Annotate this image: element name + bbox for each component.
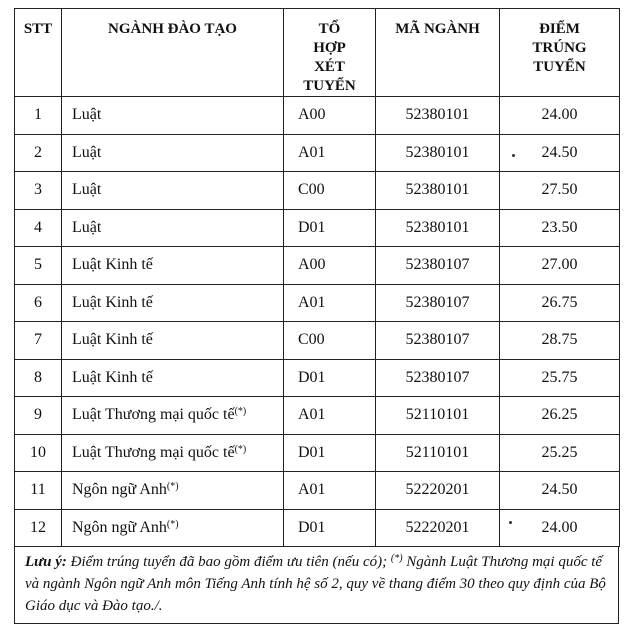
table-row [15,397,620,435]
cell-stt: 8 [15,359,62,397]
major-footnote-marker: (*) [234,443,247,455]
cell-combo: D01 [284,509,376,547]
major-name: Luật Kinh tế [72,293,153,311]
header-combo: TỔ HỢP XÉT TUYỂN [284,9,376,97]
header-major: NGÀNH ĐÀO TẠO [62,9,284,97]
cell-score: 27.50 [500,172,620,210]
major-footnote-marker: (*) [166,518,179,530]
cell-combo: C00 [284,322,376,360]
cell-code: 52380101 [376,172,500,210]
major-footnote-marker: (*) [234,406,247,418]
cell-major [62,397,284,435]
cell-combo: D01 [284,209,376,247]
header-score: ĐIỂM TRÚNG TUYỂN [500,9,620,97]
cell-code: 52380107 [376,247,500,285]
table-row [15,322,620,360]
major-name: Ngôn ngữ Anh [72,481,167,499]
cell-score: 24.50 [500,472,620,510]
table-row [15,134,620,172]
major-name: Luật [72,181,102,199]
cell-combo: A01 [284,472,376,510]
cell-major [62,134,284,172]
cell-stt: 3 [15,172,62,210]
cell-score: 24.00 [500,97,620,135]
cell-stt: 10 [15,434,62,472]
cell-score: 25.75 [500,359,620,397]
cell-score: 27.00 [500,247,620,285]
table-row [15,284,620,322]
cell-stt: 9 [15,397,62,435]
table-row [15,472,620,510]
scores-table [14,8,620,547]
cell-code: 52380107 [376,359,500,397]
cell-code: 52220201 [376,509,500,547]
table-row [15,209,620,247]
footnote [14,547,619,624]
table-row [15,359,620,397]
footnote-label: Lưu ý: [25,554,67,570]
cell-combo: D01 [284,434,376,472]
table-row [15,434,620,472]
cell-combo: A01 [284,134,376,172]
cell-combo: A00 [284,247,376,285]
scan-speck [512,154,515,157]
major-name: Luật Thương mại quốc tế [72,443,235,461]
major-name: Luật Kinh tế [72,256,153,274]
major-name: Luật [72,218,102,236]
cell-combo: A00 [284,97,376,135]
major-name: Luật [72,106,102,124]
footnote-text-2: Ngành Luật Thương mại quốc tế và ngành Ngôn ngữ Anh môn Tiếng Anh tính hệ số 2, quy về thang điểm 30 theo quy định của Bộ Giáo dục và Đào tạo./. [25,554,606,614]
cell-stt: 6 [15,284,62,322]
cell-score: 25.25 [500,434,620,472]
cell-code: 52380107 [376,284,500,322]
table-row [15,247,620,285]
cell-code: 52220201 [376,472,500,510]
major-footnote-marker: (*) [166,481,179,493]
cell-stt: 2 [15,134,62,172]
cell-score: 28.75 [500,322,620,360]
cell-combo: D01 [284,359,376,397]
cell-major [62,434,284,472]
cell-stt: 11 [15,472,62,510]
cell-combo: A01 [284,284,376,322]
footnote-marker: (*) [390,553,403,564]
header-row [15,9,620,97]
cell-score: 26.75 [500,284,620,322]
cell-code: 52110101 [376,434,500,472]
major-name: Luật [72,143,102,161]
cell-combo: A01 [284,397,376,435]
cell-code: 52380101 [376,97,500,135]
cell-major [62,284,284,322]
cell-stt: 12 [15,509,62,547]
cell-combo: C00 [284,172,376,210]
cell-major [62,472,284,510]
cell-major [62,322,284,360]
header-code: MÃ NGÀNH [376,9,500,97]
cell-major [62,359,284,397]
cell-score: 24.50 [500,134,620,172]
table-row [15,509,620,547]
cell-score: 23.50 [500,209,620,247]
cell-code: 52110101 [376,397,500,435]
table-row [15,172,620,210]
cell-major [62,172,284,210]
scan-speck [509,521,512,524]
admission-scores-document [14,8,619,624]
table-row [15,97,620,135]
major-name: Luật Kinh tế [72,368,153,386]
cell-major [62,509,284,547]
cell-major [62,247,284,285]
cell-code: 52380101 [376,209,500,247]
major-name: Ngôn ngữ Anh [72,518,167,536]
cell-code: 52380107 [376,322,500,360]
cell-major [62,209,284,247]
major-name: Luật Kinh tế [72,331,153,349]
cell-stt: 4 [15,209,62,247]
footnote-text-1: Điểm trúng tuyển đã bao gồm điểm ưu tiên (nếu có); [66,554,391,570]
cell-stt: 5 [15,247,62,285]
major-name: Luật Thương mại quốc tế [72,406,235,424]
cell-score: 24.00 [500,509,620,547]
cell-score: 26.25 [500,397,620,435]
cell-stt: 1 [15,97,62,135]
cell-stt: 7 [15,322,62,360]
header-stt: STT [15,9,62,97]
cell-code: 52380101 [376,134,500,172]
cell-major [62,97,284,135]
